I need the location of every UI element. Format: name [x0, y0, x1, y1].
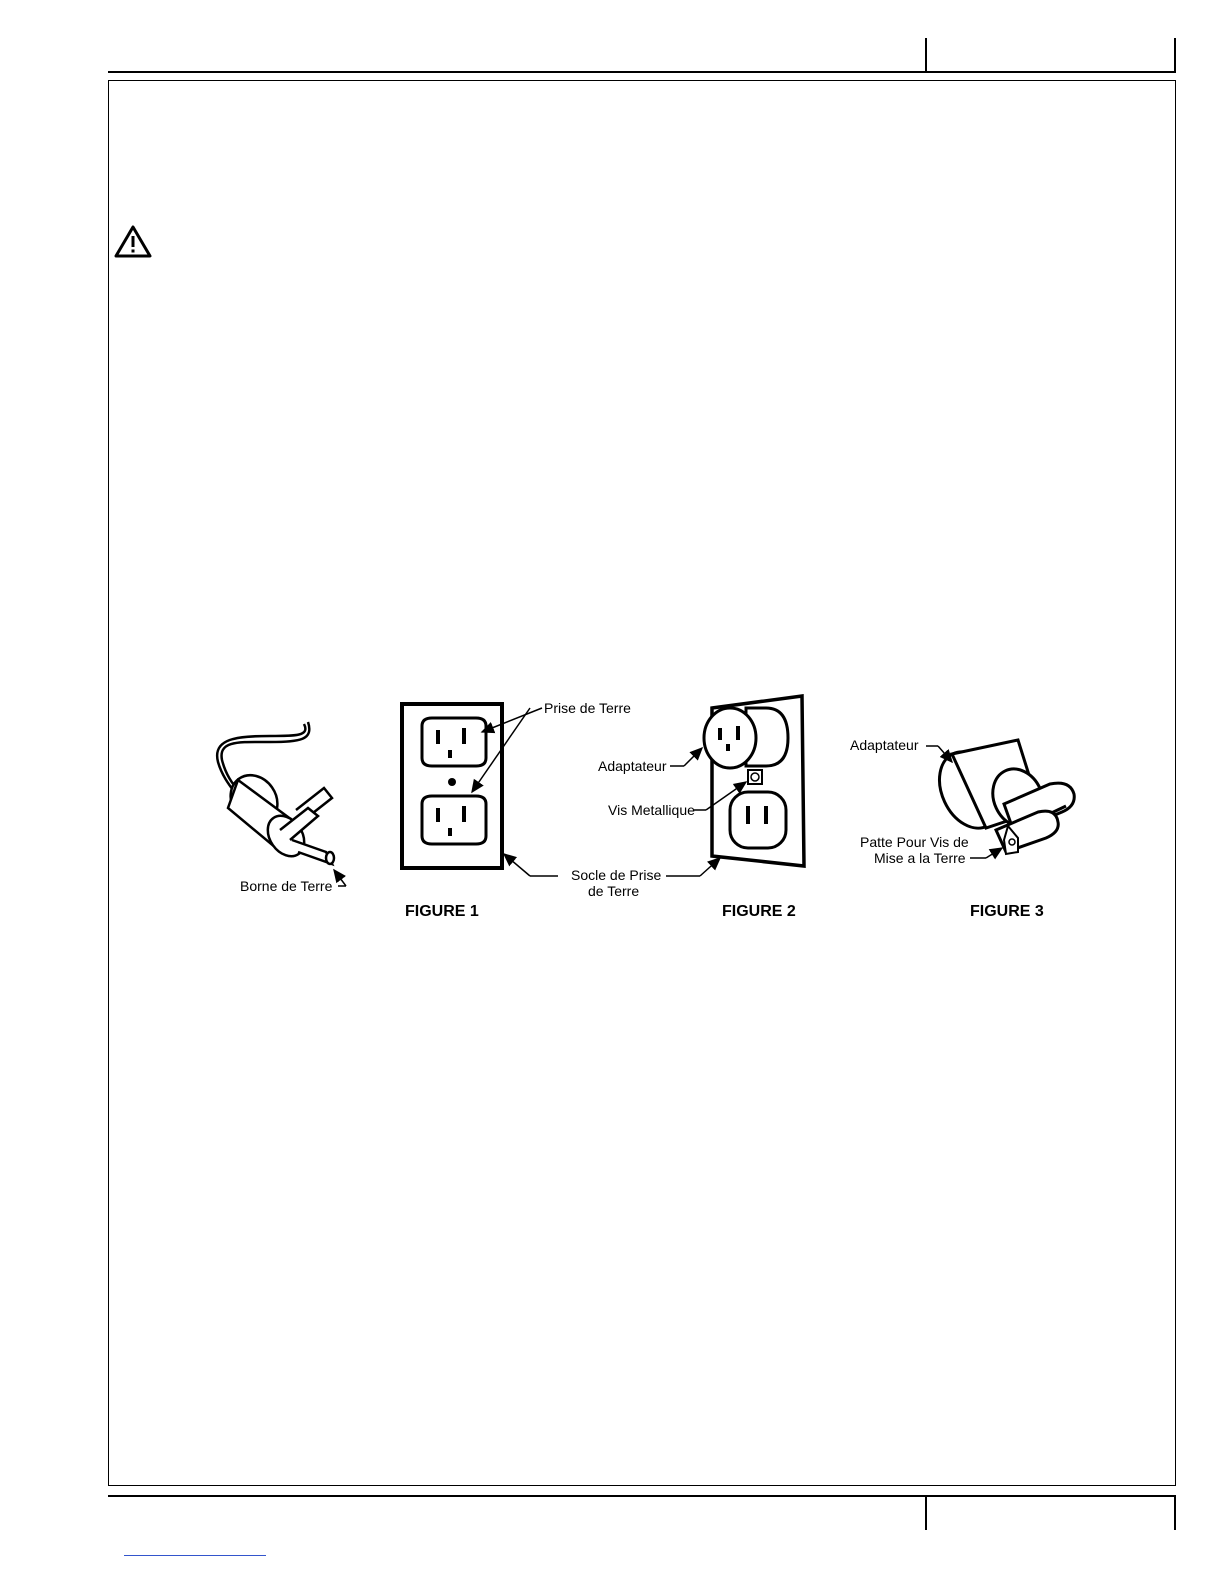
footer-divider-right — [1174, 1496, 1176, 1530]
label-patte-line1: Patte Pour Vis de — [860, 834, 969, 850]
label-adaptateur-fig2: Adaptateur — [598, 758, 667, 774]
footer-divider-left — [925, 1496, 927, 1530]
duplex-receptacle-drawing — [402, 704, 502, 868]
label-patte-line2: Mise a la Terre — [874, 850, 966, 866]
grounded-plug-drawing — [217, 722, 334, 864]
label-borne-de-terre: Borne de Terre — [240, 878, 333, 894]
warning-triangle-icon — [114, 224, 154, 260]
header-divider-left — [925, 38, 927, 72]
label-vis-metallique: Vis Metallique — [608, 802, 695, 818]
footer-link-underline[interactable] — [124, 1555, 266, 1556]
label-socle-line1: Socle de Prise — [571, 867, 662, 883]
label-prise-de-terre: Prise de Terre — [544, 700, 631, 716]
header-divider-right — [1174, 38, 1176, 72]
footer-rule — [108, 1495, 1176, 1497]
figure-3-caption: FIGURE 3 — [970, 903, 1044, 920]
grounding-figures — [200, 680, 1100, 940]
header-rule — [108, 71, 1176, 73]
label-socle-line2: de Terre — [588, 883, 640, 899]
label-adaptateur-fig3: Adaptateur — [850, 737, 919, 753]
figure-1-caption: FIGURE 1 — [405, 903, 479, 920]
receptacle-adapter-drawing — [704, 696, 804, 866]
figure-2-caption: FIGURE 2 — [722, 903, 796, 920]
